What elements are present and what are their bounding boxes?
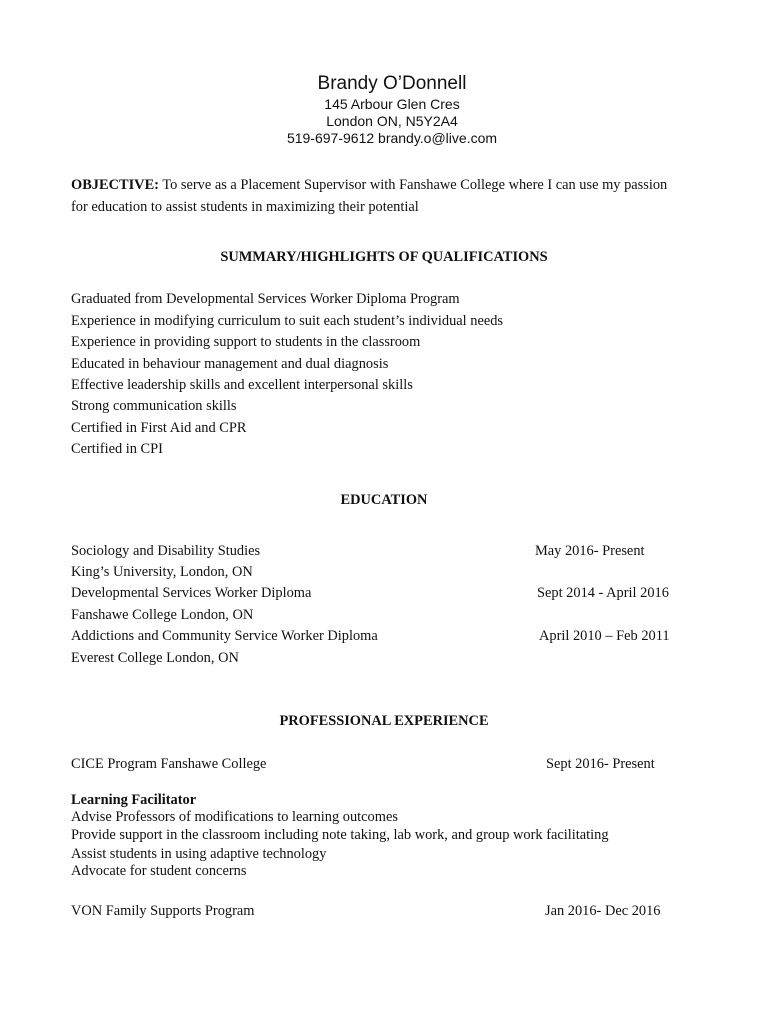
education-dates: April 2010 – Feb 2011: [539, 628, 670, 644]
summary-item: Graduated from Developmental Services Worker Diploma Program: [71, 291, 460, 307]
job-duty: Provide support in the classroom including note taking, lab work, and group work facilitating: [71, 827, 609, 843]
job-employer: VON Family Supports Program: [71, 903, 255, 919]
objective-label: OBJECTIVE:: [71, 177, 159, 193]
education-heading: EDUCATION: [340, 492, 428, 508]
job-dates: Sept 2016- Present: [546, 756, 655, 772]
objective-text-1: To serve as a Placement Supervisor with Fanshawe College where I can use my passion: [162, 177, 668, 193]
job-dates: Jan 2016- Dec 2016: [545, 903, 661, 919]
summary-item: Strong communication skills: [71, 398, 237, 414]
job-duty: Assist students in using adaptive technology: [71, 846, 327, 862]
education-dates: May 2016- Present: [535, 543, 645, 559]
job-duty: Advise Professors of modifications to learning outcomes: [71, 809, 398, 825]
summary-item: Certified in First Aid and CPR: [71, 420, 247, 436]
education-program: Developmental Services Worker Diploma: [71, 585, 312, 601]
job-duty: Advocate for student concerns: [71, 863, 247, 879]
objective-text-2: for education to assist students in maximizing their potential: [71, 199, 419, 215]
education-school: King’s University, London, ON: [71, 564, 253, 580]
job-employer: CICE Program Fanshawe College: [71, 756, 267, 772]
contact-line: 519-697-9612 brandy.o@live.com: [286, 130, 498, 146]
address-line-2: London ON, N5Y2A4: [326, 113, 458, 129]
summary-item: Experience in providing support to students in the classroom: [71, 334, 421, 350]
summary-item: Experience in modifying curriculum to suit each student’s individual needs: [71, 313, 504, 329]
address-line-1: 145 Arbour Glen Cres: [324, 96, 460, 112]
education-dates: Sept 2014 - April 2016: [537, 585, 669, 601]
education-program: Sociology and Disability Studies: [71, 543, 261, 559]
education-program: Addictions and Community Service Worker Diploma: [71, 628, 378, 644]
job-title: Learning Facilitator: [71, 792, 197, 808]
objective-line-1: [71, 176, 667, 194]
education-school: Fanshawe College London, ON: [71, 607, 254, 623]
candidate-name: Brandy O’Donnell: [317, 73, 467, 94]
education-school: Everest College London, ON: [71, 650, 239, 666]
summary-item: Certified in CPI: [71, 441, 163, 457]
summary-item: Effective leadership skills and excellent interpersonal skills: [71, 377, 413, 393]
experience-heading: PROFESSIONAL EXPERIENCE: [279, 713, 489, 729]
summary-item: Educated in behaviour management and dual diagnosis: [71, 356, 389, 372]
summary-heading: SUMMARY/HIGHLIGHTS OF QUALIFICATIONS: [220, 249, 548, 265]
